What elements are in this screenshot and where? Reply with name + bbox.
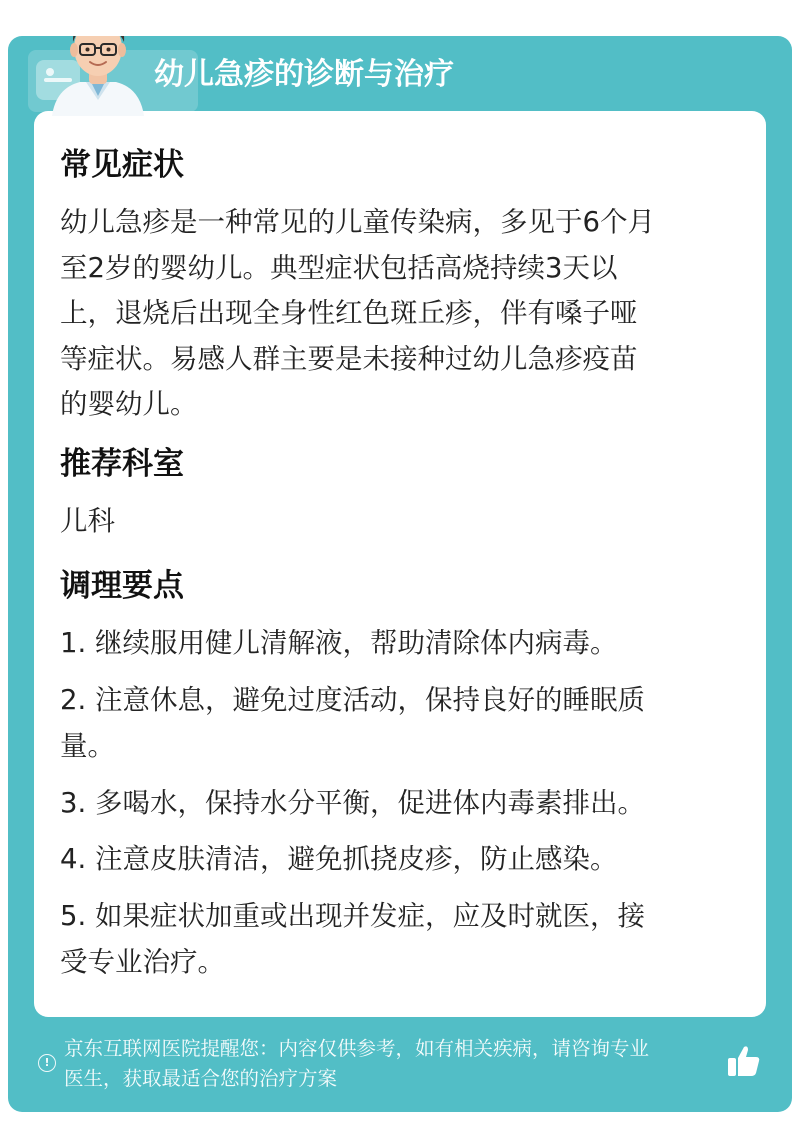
care-item-line: 3. 多喝水，保持水分平衡，促进体内毒素排出。 — [60, 787, 645, 819]
symptoms-line: 的婴幼儿。 — [60, 388, 198, 420]
symptoms-line: 等症状。易感人群主要是未接种过幼儿急疹疫苗 — [60, 342, 638, 375]
care-item-line: 1. 继续服用健儿清解液，帮助清除体内病毒。 — [60, 627, 618, 659]
care-item — [60, 894, 736, 985]
care-item-line: 量。 — [60, 729, 115, 762]
section-title-department: 推荐科室 — [60, 446, 184, 482]
care-item-line: 4. 注意皮肤清洁，避免抓挠皮疹，防止感染。 — [60, 843, 618, 875]
care-item — [60, 837, 736, 883]
care-item-line: 2. 注意休息，避免过度活动，保持良好的睡眠质 — [60, 684, 645, 716]
doctor-avatar — [46, 36, 150, 116]
symptoms-line: 至2岁的婴幼儿。典型症状包括高烧持续3天以 — [60, 251, 618, 284]
disclaimer-text — [64, 1034, 730, 1094]
section-title-care: 调理要点 — [60, 568, 184, 604]
content-panel — [34, 111, 766, 1017]
disclaimer-line: 医生，获取最适合您的治疗方案 — [64, 1067, 338, 1090]
article-card — [8, 36, 792, 1112]
care-item — [60, 621, 736, 667]
symptoms-line: 上，退烧后出现全身性红色斑丘疹，伴有嗓子哑 — [60, 297, 638, 329]
info-icon: ! — [38, 1054, 56, 1072]
care-item-line: 受专业治疗。 — [60, 945, 225, 978]
care-item-line: 5. 如果症状加重或出现并发症，应及时就医，接 — [60, 900, 645, 932]
symptoms-text — [60, 200, 736, 428]
care-item — [60, 678, 736, 769]
disclaimer-footer — [8, 1034, 792, 1112]
care-item — [60, 781, 736, 827]
disclaimer-line: 京东互联网医院提醒您：内容仅供参考，如有相关疾病，请咨询专业 — [64, 1037, 650, 1060]
section-title-symptoms: 常见症状 — [60, 147, 184, 183]
thumbs-up-icon[interactable] — [724, 1042, 762, 1080]
symptoms-line: 幼儿急疹是一种常见的儿童传染病，多见于6个月 — [60, 206, 655, 238]
page-title: 幼儿急疹的诊断与治疗 — [154, 57, 454, 92]
department-value: 儿科 — [60, 505, 115, 537]
